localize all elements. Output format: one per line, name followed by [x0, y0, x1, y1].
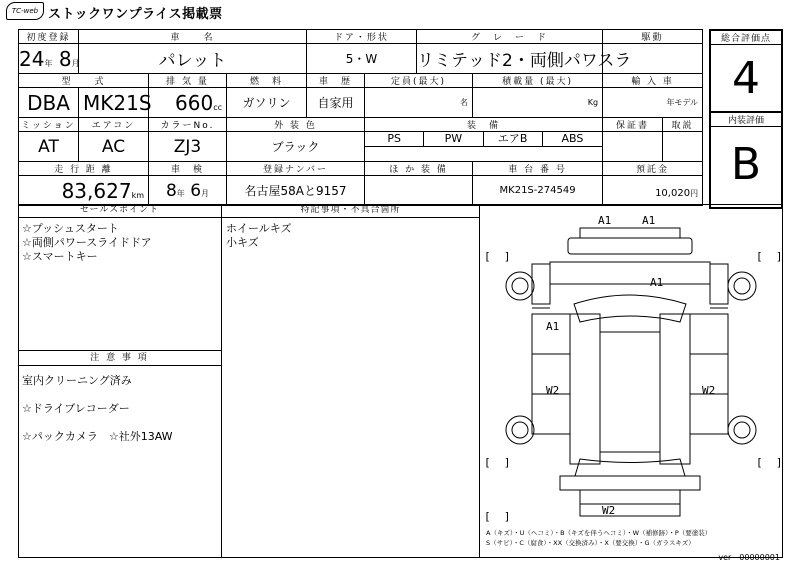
door-type-value: 5・W	[307, 44, 417, 74]
inspection-value: 8年 6月	[149, 176, 227, 206]
import-value: 年モデル	[603, 88, 703, 118]
sale-points-panel	[18, 204, 222, 350]
svg-text:[ ]: [ ]	[756, 456, 783, 469]
history-label: 車 歴	[307, 74, 365, 88]
document-title: ストックワンプライス掲載票	[48, 7, 223, 22]
hood	[550, 262, 710, 284]
damage-mark: A1	[642, 214, 656, 227]
equip-ps: PS	[365, 132, 424, 146]
load-value: Kg	[473, 88, 603, 118]
damage-mark: W2	[546, 384, 560, 397]
first-reg-label: 初度登録	[19, 30, 79, 44]
rear-right-wheel	[728, 416, 756, 444]
svg-text:[ ]: [ ]	[484, 456, 511, 469]
note-item: ☆ドライブレコーダー	[22, 402, 130, 415]
overall-score-value: 4	[711, 45, 781, 113]
svg-text:[ ]: [ ]	[484, 250, 511, 263]
deposit-value: 10,020円	[603, 176, 703, 206]
damage-legend	[486, 528, 711, 548]
inspection-label: 車 検	[149, 162, 227, 176]
sale-point-item: ☆両側パワースライドドア	[22, 236, 152, 249]
equip-airbag: エアB	[484, 132, 543, 146]
grade-value: リミテッド2・両側パワスラ	[417, 44, 603, 74]
legend-line: S（サビ）・C（腐食）・XX（交換済み）・X（要交換）・G（ガラスキズ）	[486, 539, 695, 547]
mileage-value: 83,627km	[19, 176, 149, 206]
vehicle-info-table	[18, 29, 703, 206]
overall-score-label: 総合評価点	[711, 31, 781, 45]
left-quarter	[532, 394, 570, 434]
color-no-label: カラーNo.	[149, 118, 227, 132]
aircon-label: エアコン	[79, 118, 149, 132]
drive-label: 駆動	[603, 30, 703, 44]
right-quarter	[690, 394, 728, 434]
note-item: ☆パックカメラ ☆社外13AW	[22, 430, 173, 443]
damage-mark: A1	[650, 276, 664, 289]
manual-label: 取説	[663, 118, 703, 132]
sale-point-item: ☆スマートキー	[22, 250, 98, 263]
model-label: 型 式	[19, 74, 149, 88]
capacity-value: 名	[365, 88, 473, 118]
plate-label: 登録ナンバー	[227, 162, 365, 176]
score-box	[709, 29, 783, 209]
right-body	[660, 314, 690, 464]
right-front-door	[690, 314, 728, 354]
interior-score-label: 内装評価	[711, 113, 781, 127]
grade-label: グ レ ー ド	[417, 30, 603, 44]
fuel-label: 燃 料	[227, 74, 307, 88]
exterior-color-value: ブラック	[227, 132, 365, 162]
car-name-value: パレット	[79, 44, 307, 74]
mission-label: ミッション	[19, 118, 79, 132]
import-label: 輸 入 車	[603, 74, 703, 88]
front-right-wheel	[728, 272, 756, 300]
other-equipment-label: ほ か 装 備	[365, 162, 473, 176]
version-label: ver 00000001	[718, 553, 780, 562]
special-notes-header: 特記事項・不具合箇所	[222, 204, 479, 218]
rear-panel	[580, 504, 680, 516]
damage-mark: W2	[702, 384, 716, 397]
interior-score-value: B	[730, 139, 762, 190]
car-name-label: 車 名	[79, 30, 307, 44]
equip-pw: PW	[424, 132, 483, 146]
displacement-value: 660cc	[149, 88, 227, 118]
sale-point-item: ☆プッシュスタート	[22, 222, 119, 235]
displacement-label: 排 気 量	[149, 74, 227, 88]
sale-points-header: セールスポイント	[18, 204, 221, 218]
special-note-item: 小キズ	[226, 236, 259, 249]
rear-left-wheel	[506, 416, 534, 444]
capacity-label: 定員(最大)	[365, 74, 473, 88]
special-note-item: ホイールキズ	[226, 222, 292, 235]
front-panel	[568, 238, 692, 254]
rear-bumper	[580, 490, 680, 504]
svg-text:[ ]: [ ]	[484, 510, 511, 523]
rear-glass	[575, 459, 685, 476]
special-notes-panel	[222, 204, 480, 558]
notes-header: 注 意 事 項	[18, 350, 222, 366]
legend-line: A（キズ）・U（ヘコミ）・B（キズを伴うヘコミ）・W（補修跡）・P（要塗装）	[486, 529, 712, 537]
damage-mark: A1	[546, 320, 560, 333]
door-type-label: ドア・形状	[307, 30, 417, 44]
deposit-label: 預託金	[603, 162, 703, 176]
warranty-label: 保証書	[603, 118, 663, 132]
roof	[600, 332, 660, 452]
front-right-fender	[710, 264, 728, 304]
model-prefix-value: DBA	[19, 88, 79, 118]
damage-mark: W2	[602, 504, 616, 517]
notes-panel	[18, 366, 222, 558]
damage-mark: A1	[598, 214, 612, 227]
note-item: 室内クリーニング済み	[22, 374, 132, 387]
warranty-value	[603, 132, 663, 162]
equip-abs: ABS	[561, 132, 584, 145]
manual-value	[663, 132, 703, 162]
front-left-wheel	[506, 272, 534, 300]
windshield	[574, 295, 686, 322]
mileage-label: 走 行 距 離	[19, 162, 149, 176]
svg-text:[ ]: [ ]	[756, 250, 783, 263]
chassis-label: 車 台 番 号	[473, 162, 603, 176]
front-bumper	[580, 228, 680, 238]
first-reg-value: 24年 8月	[19, 44, 79, 74]
load-label: 積載量 (最大)	[473, 74, 603, 88]
model-value: MK21S	[79, 88, 149, 118]
equipment-values	[365, 132, 603, 162]
other-equipment-value	[365, 176, 473, 206]
equipment-label: 装 備	[365, 118, 603, 132]
plate-value: 名古屋58Aと9157	[227, 176, 365, 206]
left-body	[570, 314, 600, 464]
car-damage-diagram	[480, 204, 783, 558]
tc-web-logo: TC-web	[6, 2, 44, 20]
aircon-value: AC	[79, 132, 149, 162]
tailgate	[560, 476, 700, 490]
color-no-value: ZJ3	[149, 132, 227, 162]
exterior-color-label: 外 装 色	[227, 118, 365, 132]
chassis-value: MK21S-274549	[473, 176, 603, 206]
mission-value: AT	[19, 132, 79, 162]
front-left-fender	[532, 264, 550, 304]
history-value: 自家用	[307, 88, 365, 118]
fuel-value: ガソリン	[227, 88, 307, 118]
